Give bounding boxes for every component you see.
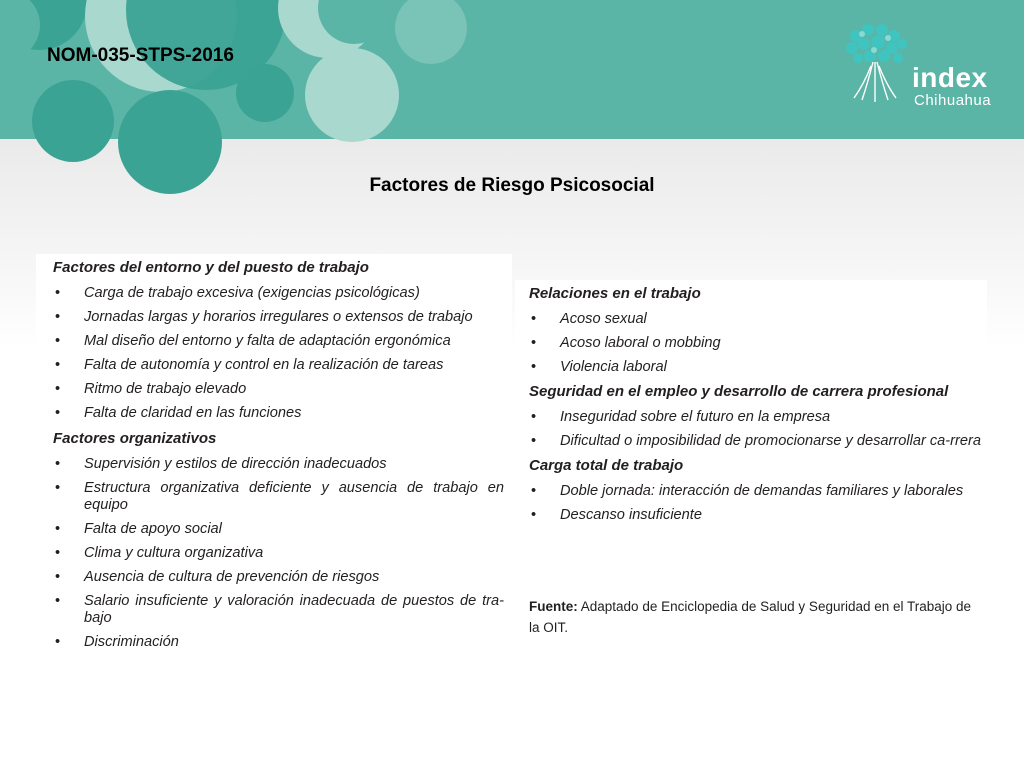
list-item: • Acoso sexual (531, 311, 647, 327)
bullet: • (55, 285, 61, 301)
bullet: • (531, 335, 537, 351)
right-column (515, 280, 987, 524)
bullet: • (55, 521, 61, 537)
bullet: • (531, 507, 537, 523)
list-item: • Doble jornada: interacción de demandas familiares y laborales (531, 483, 964, 499)
bullet: • (55, 634, 61, 650)
bullet: • (55, 569, 61, 585)
page-title: Factores de Riesgo Psicosocial (369, 175, 655, 196)
source-note (529, 596, 984, 638)
bullet: • (531, 359, 537, 375)
list-item: • Carga de trabajo excesiva (exigencias psicológicas) (55, 285, 420, 301)
bullet: • (55, 593, 61, 609)
list-item: • Salario insuficiente y valoración inadecuada de puestos de tra-bajo (55, 593, 504, 626)
list-item: • Falta de apoyo social (55, 521, 222, 537)
bullet: • (531, 483, 537, 499)
bullet: • (531, 433, 537, 449)
index-chihuahua-logo (842, 22, 1012, 112)
bullet: • (55, 480, 61, 496)
list-item: • Acoso laboral o mobbing (531, 335, 721, 351)
list-item: • Falta de autonomía y control en la realización de tareas (55, 357, 444, 373)
source-label: Fuente: (529, 599, 578, 614)
bullet: • (531, 311, 537, 327)
section-heading: Seguridad en el empleo y desarrollo de carrera profesional (529, 383, 949, 400)
left-column (36, 254, 512, 651)
bullet: • (55, 333, 61, 349)
list-item: • Ritmo de trabajo elevado (55, 381, 247, 397)
document-code: NOM-035-STPS-2016 (47, 45, 234, 66)
list-item: • Jornadas largas y horarios irregulares o extensos de trabajo (55, 309, 473, 325)
list-item: • Ausencia de cultura de prevención de riesgos (55, 569, 380, 585)
list-item: • Descanso insuficiente (531, 507, 702, 523)
list-item: • Clima y cultura organizativa (55, 545, 264, 561)
list-item: • Inseguridad sobre el futuro en la empresa (531, 409, 831, 425)
bullet: • (531, 409, 537, 425)
bullet: • (55, 357, 61, 373)
section-heading: Factores del entorno y del puesto de trabajo (53, 259, 369, 276)
list-item: • Dificultad o imposibilidad de promocionarse y desarrollar ca-rrera (531, 433, 981, 449)
list-item: • Falta de claridad en las funciones (55, 405, 302, 421)
section-heading: Carga total de trabajo (529, 457, 684, 474)
bullet: • (55, 309, 61, 325)
bullet: • (55, 381, 61, 397)
source-text: Adaptado de Enciclopedia de Salud y Seguridad en el Trabajo de la OIT. (529, 599, 972, 635)
bullet: • (55, 405, 61, 421)
tree-logo-icon (842, 22, 912, 104)
bullet: • (55, 545, 61, 561)
list-item: • Estructura organizativa deficiente y ausencia de trabajo en equipo (55, 480, 504, 513)
list-item: • Supervisión y estilos de dirección inadecuados (55, 456, 387, 472)
logo-word: index (912, 62, 988, 93)
bullet: • (55, 456, 61, 472)
section-heading: Relaciones en el trabajo (529, 285, 701, 302)
section-heading: Factores organizativos (53, 430, 217, 447)
list-item: • Discriminación (55, 634, 179, 650)
logo-city: Chihuahua (914, 92, 992, 109)
list-item: • Mal diseño del entorno y falta de adaptación ergonómica (55, 333, 451, 349)
list-item: • Violencia laboral (531, 359, 667, 375)
